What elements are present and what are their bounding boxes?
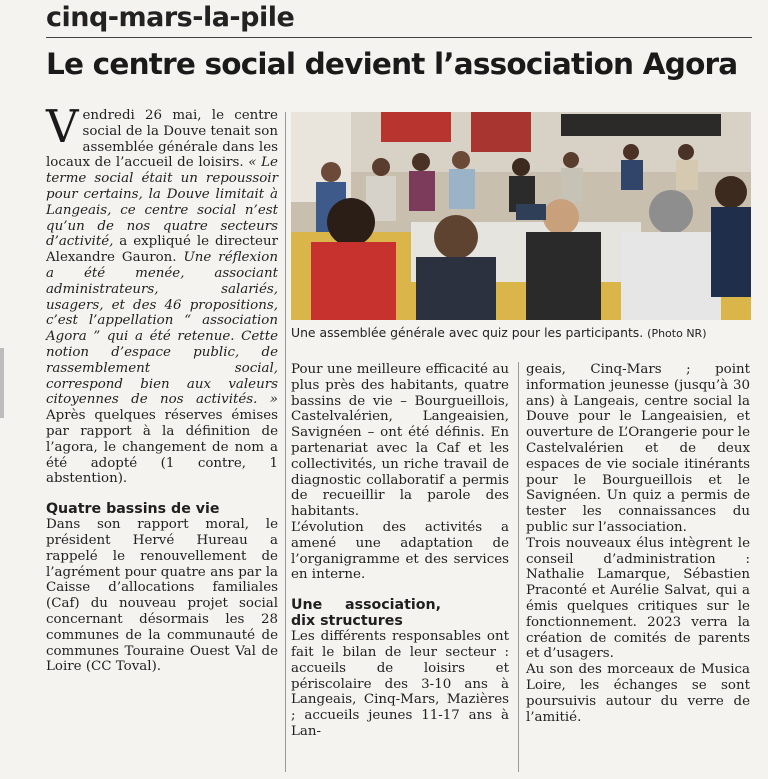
photo-caption bbox=[291, 325, 751, 340]
caption-text: Une assemblée générale avec quiz pour les participants. bbox=[291, 325, 644, 340]
section-title: cinq-mars-la-pile bbox=[46, 2, 295, 33]
quote-run: Une réflexion a été menée, associant administrateurs, salariés, usagers, et des 46 propositions, c’est l’appellation “ association Agora ” qui a été retenue. Cette notion d’espace public, de rassemblement social, correspond bien aux valeurs citoyennes de nos activités. » bbox=[46, 250, 278, 408]
article-paragraph: Dans son rapport moral, le président Hervé Hureau a rappelé le renouvellement de l’agrément pour quatre ans par la Caisse d’allocations familiales (Caf) du nouveau projet social concernant désormais les 28 communes de la communauté de communes Touraine Ouest Val de Loire (CC Toval). bbox=[46, 517, 278, 675]
article-paragraph: Au son des morceaux de Musica Loire, les échanges se sont poursuivis autour du verre de l’amitié. bbox=[526, 662, 750, 725]
article-column-2 bbox=[291, 362, 509, 740]
article-paragraph: geais, Cinq-Mars ; point information jeunesse (jusqu’à 30 ans) à Langeais, centre social la Douve pour le Langeaisien, et ouverture de L’Orangerie pour le Castelvalérien et de deux espaces de vie sociale itinérants pour le Bourgueillois et le Savignéen. Un quiz a permis de tester les connaissances du public sur l’association. bbox=[526, 362, 750, 535]
drop-cap: V bbox=[46, 100, 79, 153]
text-run: endredi 26 mai, le centre social de la Douve tenait son assemblée générale dans les locaux de l’accueil de loisirs. bbox=[46, 108, 278, 171]
column-divider bbox=[518, 362, 519, 772]
meeting-photo bbox=[291, 112, 751, 320]
article-paragraph bbox=[46, 100, 278, 487]
article-paragraph: Les différents responsables ont fait le bilan de leur secteur : accueils de loisirs et périscolaire des 3-10 ans à Langeais, Cinq-Mars, Mazières ; accueils jeunes 11-17 ans à Lan- bbox=[291, 629, 509, 739]
meeting-photo-icon bbox=[291, 112, 751, 320]
text-run: Après quelques réserves émises par rapport à la définition de l’agora, le changement de nom a été adopté (1 contre, 1 abstention). bbox=[46, 408, 278, 487]
column-divider bbox=[285, 112, 286, 772]
subheading: Quatre bassins de vie bbox=[46, 501, 220, 518]
article-paragraph: Trois nouveaux élus intègrent le conseil d’administration : Nathalie Lamarque, Sébastien Praconté et Aurélie Salvat, qui a émis quelques critiques sur le fonctionnement. 2023 verra la création de comités de parents et d’usagers. bbox=[526, 535, 750, 662]
section-rule bbox=[46, 37, 752, 38]
article-paragraph: L’évolution des activités a amené une adaptation de l’organigramme et des services en interne. bbox=[291, 519, 509, 583]
article-headline: Le centre social devient l’association Agora bbox=[46, 47, 738, 81]
article-column-3 bbox=[526, 362, 750, 725]
article-column-1 bbox=[46, 100, 278, 675]
photo-credit: (Photo NR) bbox=[647, 327, 707, 340]
subheading: Une association, dix structures bbox=[291, 597, 441, 630]
text-run: a expliqué le directeur Alexandre Gauron. bbox=[46, 234, 278, 266]
quote-run: « Le terme social était un repoussoir pour certains, la Douve limitait à Langeais, ce centre social n’est qu’un de nos quatre secteurs d’activité, bbox=[46, 155, 278, 250]
page-edge-mark bbox=[0, 348, 4, 418]
article-paragraph: Pour une meilleure efficacité au plus près des habitants, quatre bassins de vie – Bourgueillois, Castelvalérien, Langeaisien, Savignéen – ont été définis. En partenariat avec la Caf et les collectivités, un riche travail de diagnostic collaboratif a permis de recueillir la parole des habitants. bbox=[291, 362, 509, 520]
